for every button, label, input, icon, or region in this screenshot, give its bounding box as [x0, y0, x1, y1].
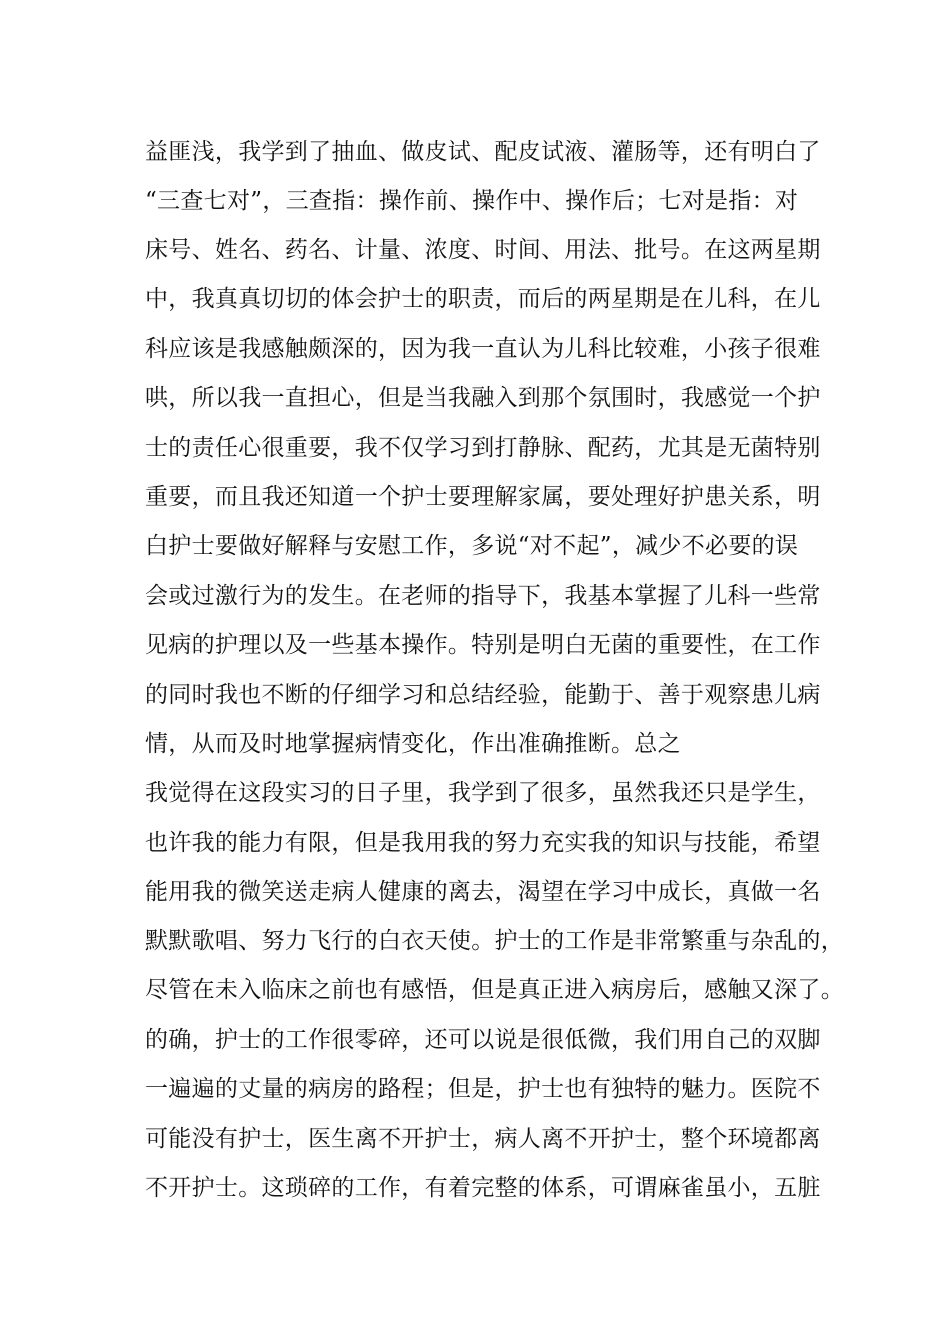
text-line: 默默歌唱、努力飞行的白衣天使。护士的工作是非常繁重与杂乱的，	[145, 928, 844, 954]
text-line: 重要，而且我还知道一个护士要理解家属，要处理好护患关系，明	[145, 484, 821, 510]
text-line: 益匪浅，我学到了抽血、做皮试、配皮试液、灌肠等，还有明白了	[145, 139, 821, 165]
text-line: 中，我真真切切的体会护士的职责，而后的两星期是在儿科，在儿	[145, 286, 821, 312]
text-line: 尽管在未入临床之前也有感悟，但是真正进入病房后，感触又深了。	[145, 977, 844, 1003]
text-line: 科应该是我感触颇深的，因为我一直认为儿科比较难，小孩子很难	[145, 336, 821, 362]
text-line: 会或过激行为的发生。在老师的指导下，我基本掌握了儿科一些常	[145, 583, 821, 609]
text-line: 情，从而及时地掌握病情变化，作出准确推断。总之	[145, 731, 681, 757]
text-line: 也许我的能力有限，但是我用我的努力充实我的知识与技能，希望	[145, 830, 821, 856]
text-line: 的确，护士的工作很零碎，还可以说是很低微，我们用自己的双脚	[145, 1027, 821, 1053]
text-line: 白护士要做好解释与安慰工作，多说“对不起”，减少不必要的误	[145, 533, 799, 559]
text-line: 的同时我也不断的仔细学习和总结经验，能勤于、善于观察患儿病	[145, 682, 821, 708]
text-line: 可能没有护士，医生离不开护士，病人离不开护士，整个环境都离	[145, 1126, 821, 1152]
text-line: 见病的护理以及一些基本操作。特别是明白无菌的重要性，在工作	[145, 632, 821, 658]
text-line: 能用我的微笑送走病人健康的离去，渴望在学习中成长，真做一名	[145, 879, 821, 905]
text-line: 不开护士。这琐碎的工作，有着完整的体系，可谓麻雀虽小，五脏	[145, 1175, 821, 1201]
text-line: “三查七对”，三查指：操作前、操作中、操作后；七对是指：对	[145, 188, 799, 214]
text-line: 哄，所以我一直担心，但是当我融入到那个氛围时，我感觉一个护	[145, 385, 821, 411]
text-line: 一遍遍的丈量的病房的路程；但是，护士也有独特的魅力。医院不	[145, 1076, 821, 1102]
text-line: 士的责任心很重要，我不仅学习到打静脉、配药，尤其是无菌特别	[145, 435, 821, 461]
text-line: 床号、姓名、药名、计量、浓度、时间、用法、批号。在这两星期	[145, 237, 821, 263]
text-line: 我觉得在这段实习的日子里，我学到了很多，虽然我还只是学生，	[145, 780, 821, 806]
